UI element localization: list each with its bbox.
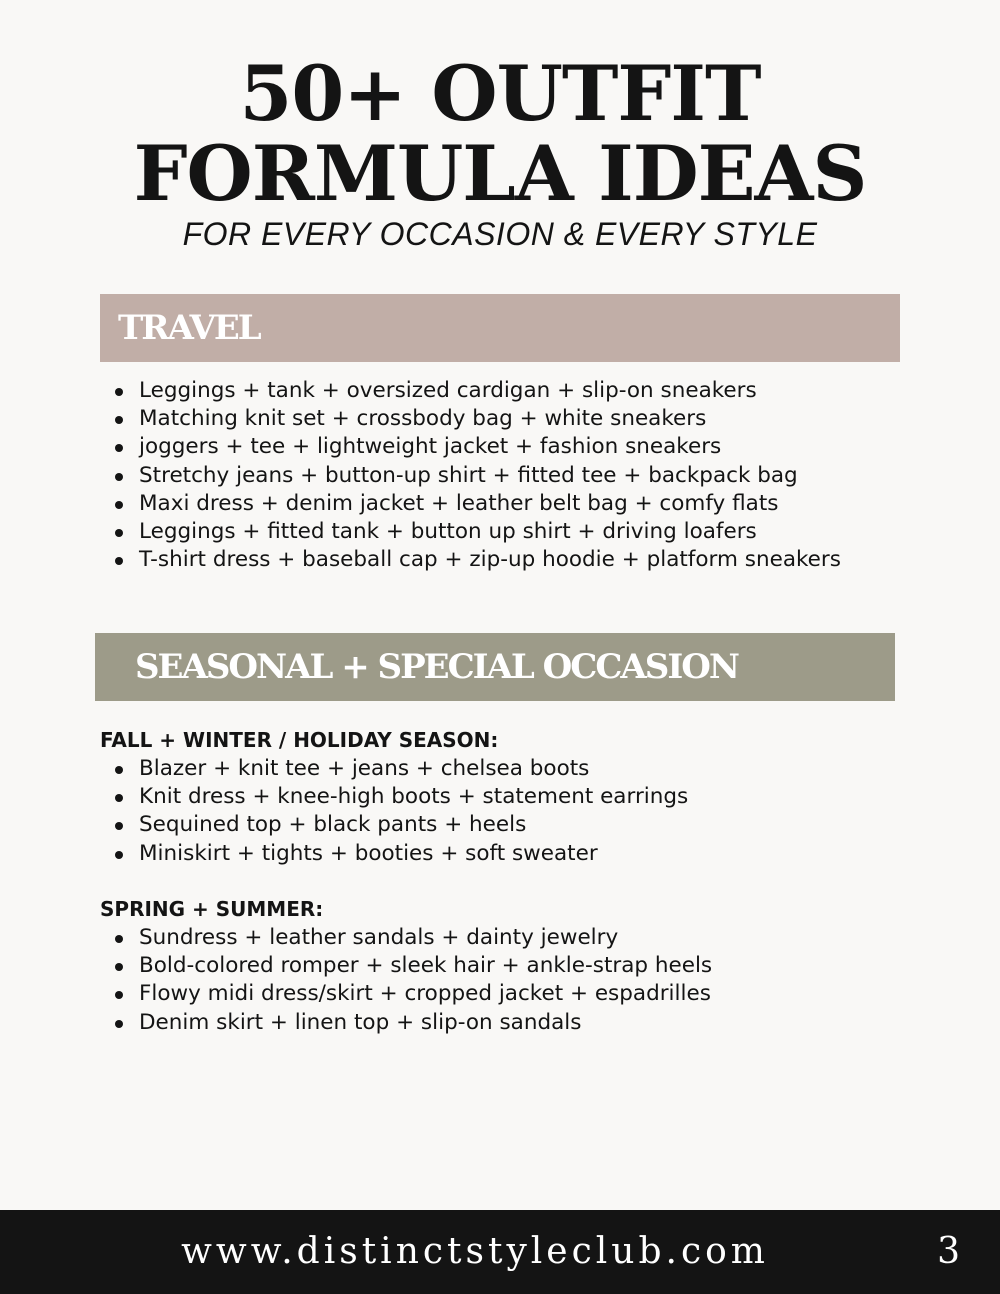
seasonal-section-header <box>95 633 895 701</box>
list-item: Sundress + leather sandals + dainty jewelry <box>100 924 712 952</box>
travel-heading: TRAVEL <box>118 308 260 348</box>
page-number: 3 <box>937 1231 960 1272</box>
fall-winter-subheading: FALL + WINTER / HOLIDAY SEASON: <box>100 728 499 752</box>
list-item: Denim skirt + linen top + slip-on sandals <box>100 1009 712 1037</box>
travel-list <box>100 377 841 574</box>
page-subtitle: FOR EVERY OCCASION & EVERY STYLE <box>182 216 818 252</box>
list-item: Knit dress + knee-high boots + statement earrings <box>100 783 688 811</box>
footer-url[interactable]: www.distinctstyleclub.com <box>181 1231 769 1272</box>
page-title-line-1: 50+ OUTFIT <box>239 49 761 138</box>
travel-section-header <box>100 294 900 362</box>
list-item: Flowy midi dress/skirt + cropped jacket + espadrilles <box>100 980 712 1008</box>
list-item: Bold-colored romper + sleek hair + ankle-strap heels <box>100 952 712 980</box>
list-item: Leggings + fitted tank + button up shirt + driving loafers <box>100 518 841 546</box>
list-item: Maxi dress + denim jacket + leather belt bag + comfy flats <box>100 490 841 518</box>
list-item: Stretchy jeans + button-up shirt + fitted tee + backpack bag <box>100 462 841 490</box>
page-title-line-2: FORMULA IDEAS <box>133 129 867 218</box>
list-item: Blazer + knit tee + jeans + chelsea boots <box>100 755 688 783</box>
seasonal-heading: SEASONAL + SPECIAL OCCASION <box>135 647 738 687</box>
spring-summer-list <box>100 924 712 1037</box>
footer-bar <box>0 1210 1000 1294</box>
list-item: Sequined top + black pants + heels <box>100 811 688 839</box>
list-item: Miniskirt + tights + booties + soft sweater <box>100 840 688 868</box>
list-item: Matching knit set + crossbody bag + white sneakers <box>100 405 841 433</box>
fall-winter-list <box>100 755 688 868</box>
list-item: Leggings + tank + oversized cardigan + slip-on sneakers <box>100 377 841 405</box>
spring-summer-subheading: SPRING + SUMMER: <box>100 897 324 921</box>
list-item: T-shirt dress + baseball cap + zip-up hoodie + platform sneakers <box>100 546 841 574</box>
list-item: joggers + tee + lightweight jacket + fashion sneakers <box>100 433 841 461</box>
